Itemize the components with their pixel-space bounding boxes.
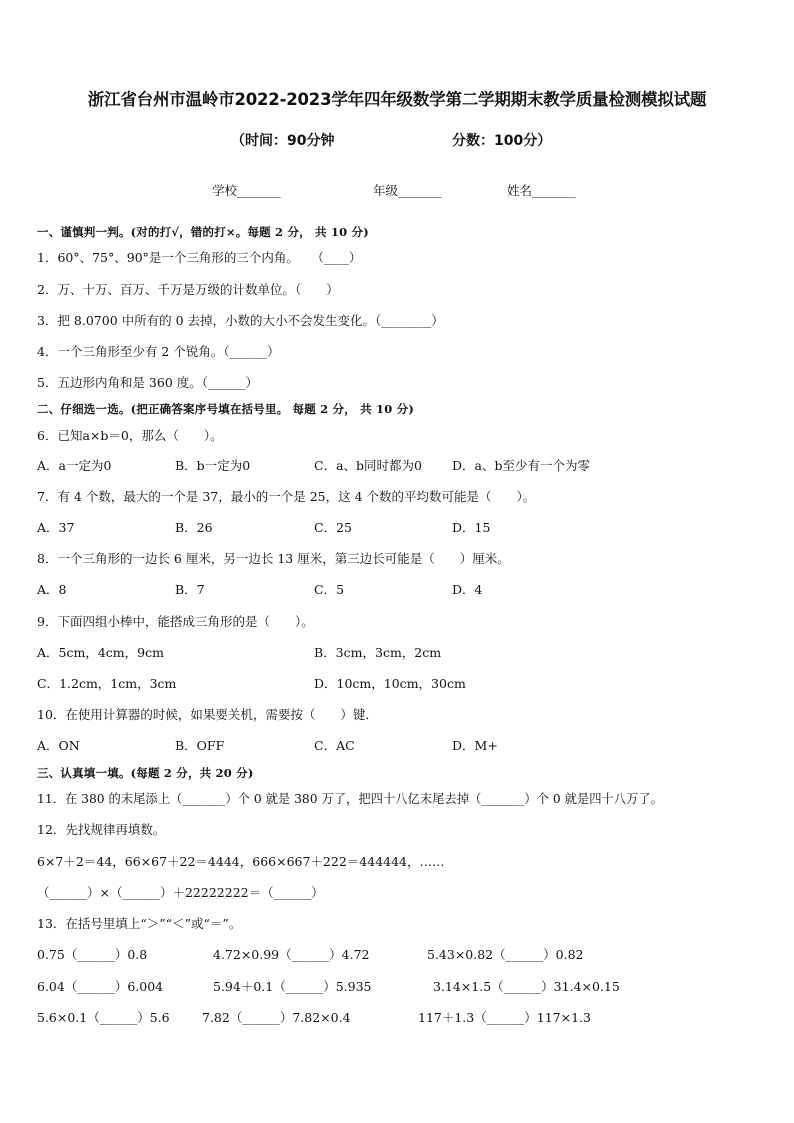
question-7-option-d: D．15 [452,520,491,535]
question-12-pattern: 6×7＋2＝44，66×67＋22＝4444，666×667＋222＝444444，…… [37,854,445,869]
question-3: 3．把 8.0700 中所有的 0 去掉，小数的大小不会发生变化。（________） [37,313,444,328]
comparison-r1-c2: 4.72×0.99（______）4.72 [213,947,370,962]
question-10-option-a: A．ON [37,738,80,753]
comparison-r2-c3: 3.14×1.5（______）31.4×0.15 [433,979,620,994]
question-12-blank: （______）×（______）＋22222222＝（______） [37,885,324,900]
comparison-r2-c1: 6.04（______）6.004 [37,979,164,994]
question-9-option-b: B．3cm，3cm，2cm [314,645,442,660]
comparison-r1-c1: 0.75（______）0.8 [37,947,148,962]
question-7-option-a: A．37 [37,520,75,535]
school-field: 学校_______ [212,183,281,198]
comparison-r3-c2: 7.82（______）7.82×0.4 [202,1010,351,1025]
question-8-option-d: D．4 [452,582,483,597]
question-10-option-b: B．OFF [175,738,225,753]
question-1: 1．60°、75°、90°是一个三角形的三个内角。 （____） [37,250,362,265]
question-6-option-c: C．a、b同时都为0 [314,458,422,473]
comparison-r2-c2: 5.94＋0.1（______）5.935 [213,979,372,994]
question-10-option-d: D．M+ [452,738,498,753]
question-9-option-a: A．5cm，4cm，9cm [37,645,164,660]
comparison-r3-c1: 5.6×0.1（______）5.6 [37,1010,170,1025]
question-8-option-b: B．7 [175,582,205,597]
question-7: 7．有 4 个数，最大的一个是 37，最小的一个是 25，这 4 个数的平均数可能是（ ）。 [37,489,536,504]
comparison-r1-c3: 5.43×0.82（______）0.82 [427,947,584,962]
question-6-option-d: D．a、b至少有一个为零 [452,458,590,473]
question-10: 10．在使用计算器的时候，如果要关机，需要按（ ）键． [37,707,378,722]
question-6: 6．已知a×b＝0，那么（ ）。 [37,428,223,443]
question-2: 2．万、十万、百万、千万是万级的计数单位。（ ） [37,282,339,297]
question-11: 11．在 380 的末尾添上（_______）个 0 就是 380 万了，把四十八亿末尾去掉（_______）个 0 就是四十八万了。 [37,792,663,806]
question-5: 5．五边形内角和是 360 度。（______） [37,375,259,390]
question-7-option-b: B．26 [175,520,213,535]
exam-time: （时间：90分钟 [231,133,335,149]
question-8: 8．一个三角形的一边长 6 厘米，另一边长 13 厘米，第三边长可能是（ ）厘米。 [37,551,510,566]
question-9: 9．下面四组小棒中，能搭成三角形的是（ ）。 [37,614,314,629]
question-13: 13．在括号里填上“＞”“＜”或“＝”。 [37,916,242,931]
question-9-option-d: D．10cm，10cm，30cm [314,676,466,691]
page-title: 浙江省台州市温岭市2022-2023学年四年级数学第二学期期末教学质量检测模拟试题 [87,90,707,109]
section-1-heading: 一、谨慎判一判。(对的打√，错的打×。每题 2 分， 共 10 分) [37,225,369,239]
question-4: 4．一个三角形至少有 2 个锐角。（______） [37,344,280,359]
question-6-option-a: A．a一定为0 [37,458,112,473]
question-8-option-a: A．8 [37,582,67,597]
question-8-option-c: C．5 [314,582,345,597]
section-2-heading: 二、仔细选一选。(把正确答案序号填在括号里。 每题 2 分， 共 10 分) [37,402,415,416]
question-12: 12．先找规律再填数。 [37,822,166,837]
exam-score: 分数：100分） [452,133,552,149]
grade-field: 年级_______ [373,183,442,198]
question-7-option-c: C．25 [314,520,352,535]
section-3-heading: 三、认真填一填。(每题 2 分，共 20 分) [37,766,254,780]
question-9-option-c: C．1.2cm，1cm，3cm [37,676,177,691]
question-6-option-b: B．b一定为0 [175,458,251,473]
name-field: 姓名_______ [507,183,576,198]
comparison-r3-c3: 117＋1.3（______）117×1.3 [418,1010,591,1025]
question-10-option-c: C．AC [314,738,355,753]
